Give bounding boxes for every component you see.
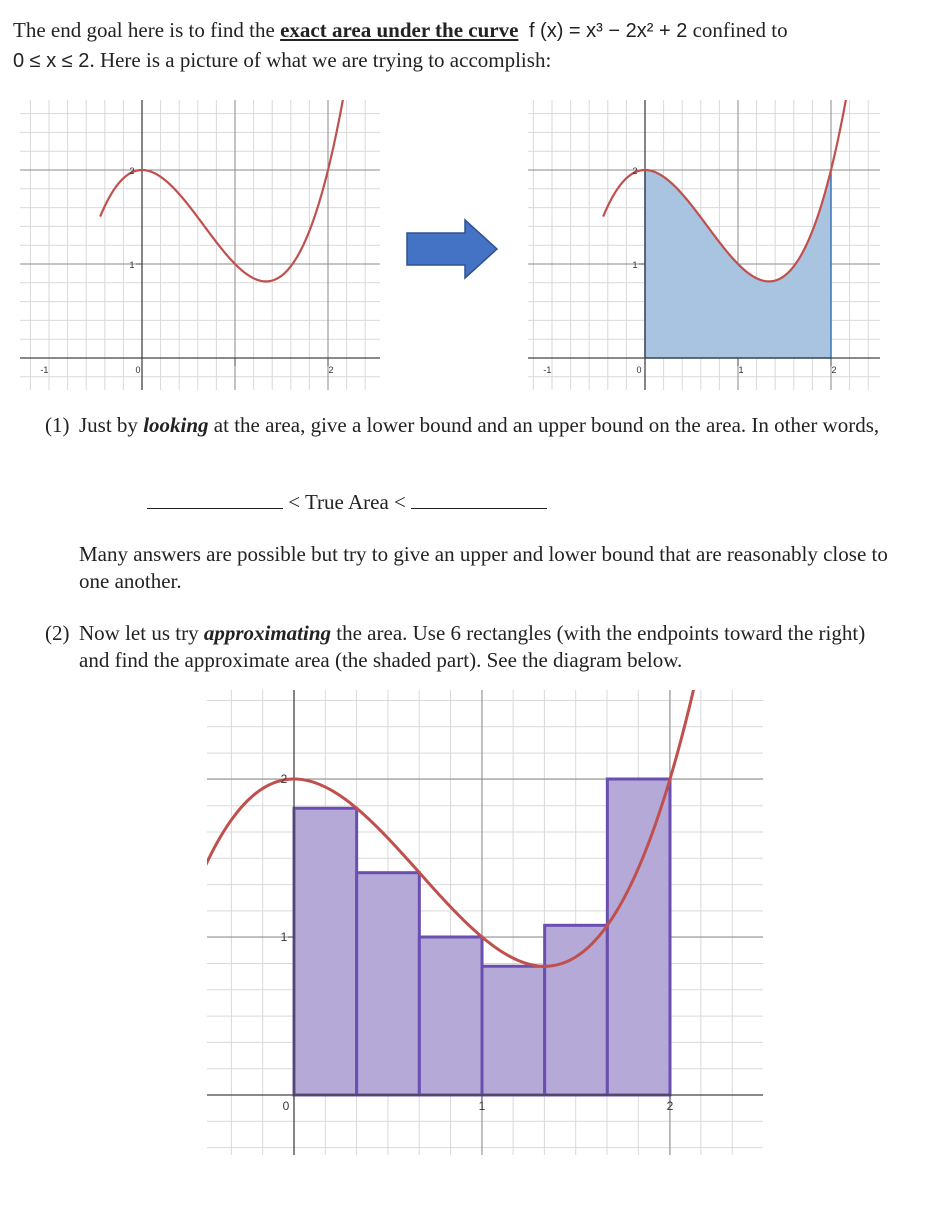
intro-text-before: The end goal here is to find the [13,18,281,42]
tick-label: 0 [636,365,642,375]
tick-label: 2 [831,365,837,375]
q1-text-post: at the area, give a lower bound and an upper bound on the area. In other words, [208,413,880,437]
tick-label: 2 [129,166,135,176]
tick-label: 1 [129,260,135,270]
domain-expression: 0 ≤ x ≤ 2 [13,50,90,72]
q1-emphasis: looking [143,413,209,437]
tick-label: 0 [282,1099,290,1113]
question-2-number: (2) [45,621,70,645]
inequality-middle: < True Area < [288,490,406,514]
graph-curve-only [20,100,380,390]
q2-text-post: the area. Use 6 rectangles (with the endpoints toward the right) and find the approximate area (the shaded part). See the diagram below. [79,621,866,672]
graph-rectangles [207,690,763,1155]
upper-bound-blank[interactable] [411,492,547,509]
q2-emphasis: approximating [203,621,332,645]
bound-inequality [147,490,547,515]
graph-area-shaded [528,100,880,390]
tick-label: -1 [543,365,552,375]
intro-text-line2: . Here is a picture of what we are trying to accomplish: [89,48,552,72]
approx-rectangle [607,779,670,1095]
question-2 [45,620,885,674]
tick-label: 2 [666,1099,674,1113]
tick-label: -1 [40,365,49,375]
tick-label: 2 [632,166,638,176]
approx-rectangle [294,808,357,1095]
q1-note: Many answers are possible but try to give an upper and lower bound that are reasonably close to one another. [79,542,888,593]
intro-text-after: confined to [692,18,788,42]
function-curve [100,100,343,281]
tick-label: 2 [328,365,334,375]
tick-label: 1 [738,365,744,375]
tick-label: 0 [135,365,141,375]
approx-rectangle [545,925,608,1095]
question-1 [45,412,885,439]
tick-label: 1 [478,1099,486,1113]
function-expression: f (x) = x³ − 2x² + 2 [528,20,688,42]
tick-label: 1 [632,260,638,270]
approx-rectangle [482,966,545,1095]
tick-label: 1 [280,930,288,944]
tick-label: 2 [280,772,288,786]
intro-emphasis: exact area under the curve [280,18,519,42]
q1-text-pre: Just by [79,413,144,437]
approx-rectangle [357,873,420,1095]
q2-text-pre: Now let us try [79,621,204,645]
intro-paragraph [13,16,933,76]
approx-rectangle [419,937,482,1095]
right-arrow-icon [405,218,500,280]
question-1-number: (1) [45,413,70,437]
lower-bound-blank[interactable] [147,492,283,509]
